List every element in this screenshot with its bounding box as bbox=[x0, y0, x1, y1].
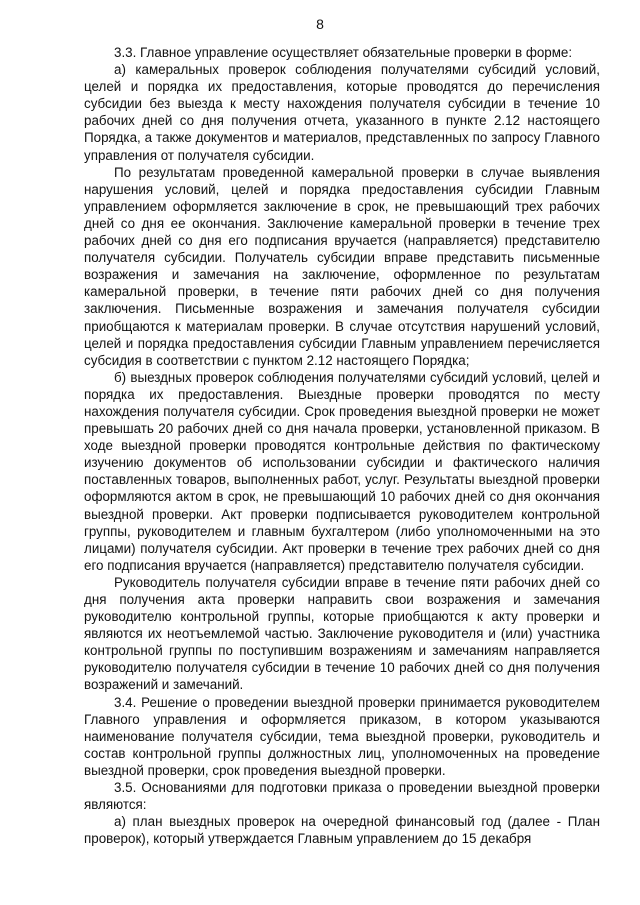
paragraph-desk-audits: а) камеральных проверок соблюдения получателями субсидий условий, целей и порядка их предоставления, которые проводятся до перечисления субсидии без выезда к месту нахождения получателя субсидии в течение 10 рабочих дней со дня получения отчета, указанного в пункте 2.12 настоящего Порядка, а также документов и материалов, представленных по запросу Главного управления от получателя субсидии. bbox=[84, 62, 600, 163]
paragraph-3-5: 3.5. Основаниями для подготовки приказа о проведении выездной проверки являются: bbox=[84, 780, 600, 813]
paragraph-objections: Руководитель получателя субсидии вправе в течение пяти рабочих дней со дня получения акта проверки направить свои возражения и замечания руководителю контрольной группы, которые приобщаются к акту проверки и являются их неотъемлемой частью. Заключение руководителя и (или) участника контрольной группы по поступившим возражениям и замечаниям направляется руководителю получателя субсидии в течение 10 рабочих дней со дня получения возражений и замечаний. bbox=[84, 574, 600, 693]
paragraph-desk-audit-results: По результатам проведенной камеральной проверки в случае выявления нарушения условий, целей и порядка предоставления субсидии Главным управлением оформляется заключение в срок, не превышающий трех рабочих дней со дня ее окончания. Заключение камеральной проверки в течение трех рабочих дней со дня его подписания вручается (направляется) представителю получателя субсидии. Получатель субсидии вправе представить письменные возражения и замечания на заключение, оформленное по результатам камеральной проверки, в течение пяти рабочих дней со дня получения заключения. Письменные возражения и замечания получателя субсидии приобщаются к материалам проверки. В случае отсутствия нарушений условий, целей и порядка предоставления субсидии Главным управлением перечисляется субсидия в соответствии с пунктом 2.12 настоящего Порядка; bbox=[84, 164, 600, 368]
paragraph-audit-plan: а) план выездных проверок на очередной финансовый год (далее - План проверок), который утверждается Главным управлением до 15 декабря bbox=[84, 814, 600, 847]
paragraph-field-audits: б) выездных проверок соблюдения получателями субсидий условий, целей и порядка их предоставления. Выездные проверки проводятся по месту нахождения получателя субсидии. Срок проведения выездной проверки не может превышать 20 рабочих дней со дня начала проверки, установленной приказом. В ходе выездной проверки проводятся контрольные действия по фактическому изучению документов об использовании субсидии и фактического наличия поставленных товаров, выполненных работ, услуг. Результаты выездной проверки оформляются актом в срок, не превышающий 10 рабочих дней со дня окончания выездной проверки. Акт проверки подписывается руководителем контрольной группы, руководителем и главным бухгалтером (либо уполномоченными на это лицами) получателя субсидии. Акт проверки в течение трех рабочих дней со дня его подписания вручается (направляется) представителю получателя субсидии. bbox=[84, 369, 600, 573]
page-number: 8 bbox=[316, 16, 324, 32]
paragraph-3-4: 3.4. Решение о проведении выездной проверки принимается руководителем Главного управления и оформляется приказом, в котором указываются наименование получателя субсидии, тема выездной проверки, руководитель и состав контрольной группы должностных лиц, уполномоченных на проведение выездной проверки, срок проведения выездной проверки. bbox=[84, 694, 600, 778]
document-body bbox=[84, 44, 600, 847]
paragraph-3-3-intro: 3.3. Главное управление осуществляет обязательные проверки в форме: bbox=[114, 45, 573, 60]
